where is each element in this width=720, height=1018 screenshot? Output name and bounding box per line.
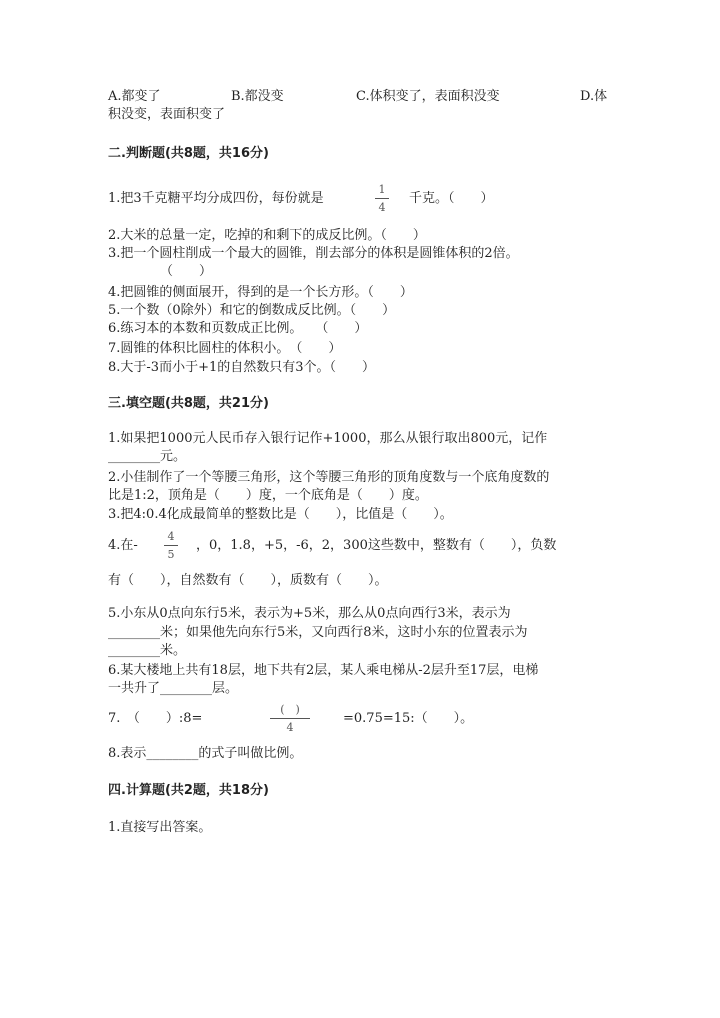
s3-q5-line2: ________米；如果他先向东行5米，又向西行8米，这时小东的位置表示为 [108, 625, 528, 640]
s2-q2: 2.大米的总量一定，吃掉的和剩下的成反比例。（ ） [108, 228, 426, 243]
s2-q1-suffix: 千克。（ ） [409, 191, 494, 206]
section4-heading: 四.计算题(共2题，共18分) [108, 783, 269, 798]
s2-q4: 4.把圆锥的侧面展开，得到的是一个长方形。（ ） [108, 285, 413, 300]
s3-q1-continued: ________元。 [108, 449, 187, 464]
s3-q8: 8.表示________的式子叫做比例。 [108, 746, 303, 761]
s3-q7-prefix: 7. （ ）:8= [108, 711, 203, 726]
choice-b: B.都没变 [231, 89, 284, 104]
s3-q5: 5.小东从0点向东行5米，表示为+5米，那么从0点向西行3米，表示为 [108, 606, 511, 621]
s3-q5-line3: ________米。 [108, 643, 187, 658]
s3-q7-fraction [270, 703, 310, 734]
s2-q5: 5.一个数（0除外）和它的倒数成反比例。（ ） [108, 303, 396, 318]
s2-q6: 6.练习本的本数和页数成正比例。 （ ） [108, 321, 368, 336]
s2-q3-answer: （ ） [160, 264, 213, 279]
s3-q6-continued: 一共升了________层。 [108, 681, 239, 696]
s3-q4-fraction [164, 530, 178, 561]
s3-q4-text: ，0，1.8，+5，-6，2，300这些数中，整数有（ ），负数 [196, 538, 557, 553]
fraction-numerator: 4 [167, 530, 175, 543]
fraction-denominator: 5 [167, 548, 175, 561]
fraction-bar [164, 545, 178, 546]
s2-q1-fraction [375, 183, 389, 214]
choice-a: A.都变了 [108, 89, 161, 104]
section2-heading: 二.判断题(共8题，共16分) [108, 146, 269, 161]
s3-q7-suffix: =0.75=15:（ ）。 [343, 711, 474, 726]
choice-d: D.体 [580, 89, 608, 104]
fraction-numerator: 1 [378, 183, 386, 196]
s3-q4-prefix: 4.在- [108, 538, 138, 553]
s3-q3: 3.把4:0.4化成最简单的整数比是（ ），比值是（ ）。 [108, 507, 453, 522]
s2-q3: 3.把一个圆柱削成一个最大的圆锥，削去部分的体积是圆锥体积的2倍。 [108, 246, 519, 261]
choice-d-continued: 积没变，表面积变了 [108, 107, 226, 122]
s2-q7: 7.圆锥的体积比圆柱的体积小。 （ ） [108, 341, 342, 356]
choice-c: C.体积变了，表面积没变 [356, 89, 500, 104]
s3-q4-continued: 有（ ），自然数有（ ），质数有（ ）。 [108, 573, 388, 588]
fraction-numerator: ( ) [280, 703, 300, 716]
s2-q8: 8.大于-3而小于+1的自然数只有3个。（ ） [108, 360, 376, 375]
fraction-denominator: 4 [378, 201, 386, 214]
section3-heading: 三.填空题(共8题，共21分) [108, 396, 269, 411]
s3-q6: 6.某大楼地上共有18层，地下共有2层，某人乘电梯从-2层升至17层，电梯 [108, 663, 539, 678]
s3-q1: 1.如果把1000元人民币存入银行记作+1000，那么从银行取出800元，记作 [108, 431, 548, 446]
s4-q1: 1.直接写出答案。 [108, 820, 212, 835]
s2-q1-text: 1.把3千克糖平均分成四份，每份就是 [108, 191, 324, 206]
fraction-denominator: 4 [286, 721, 294, 734]
fraction-bar [375, 198, 389, 199]
s3-q2-continued: 比是1:2，顶角是（ ）度，一个底角是（ ）度。 [108, 488, 428, 503]
fraction-bar [270, 718, 310, 719]
s3-q2: 2.小佳制作了一个等腰三角形，这个等腰三角形的顶角度数与一个底角度数的 [108, 470, 550, 485]
